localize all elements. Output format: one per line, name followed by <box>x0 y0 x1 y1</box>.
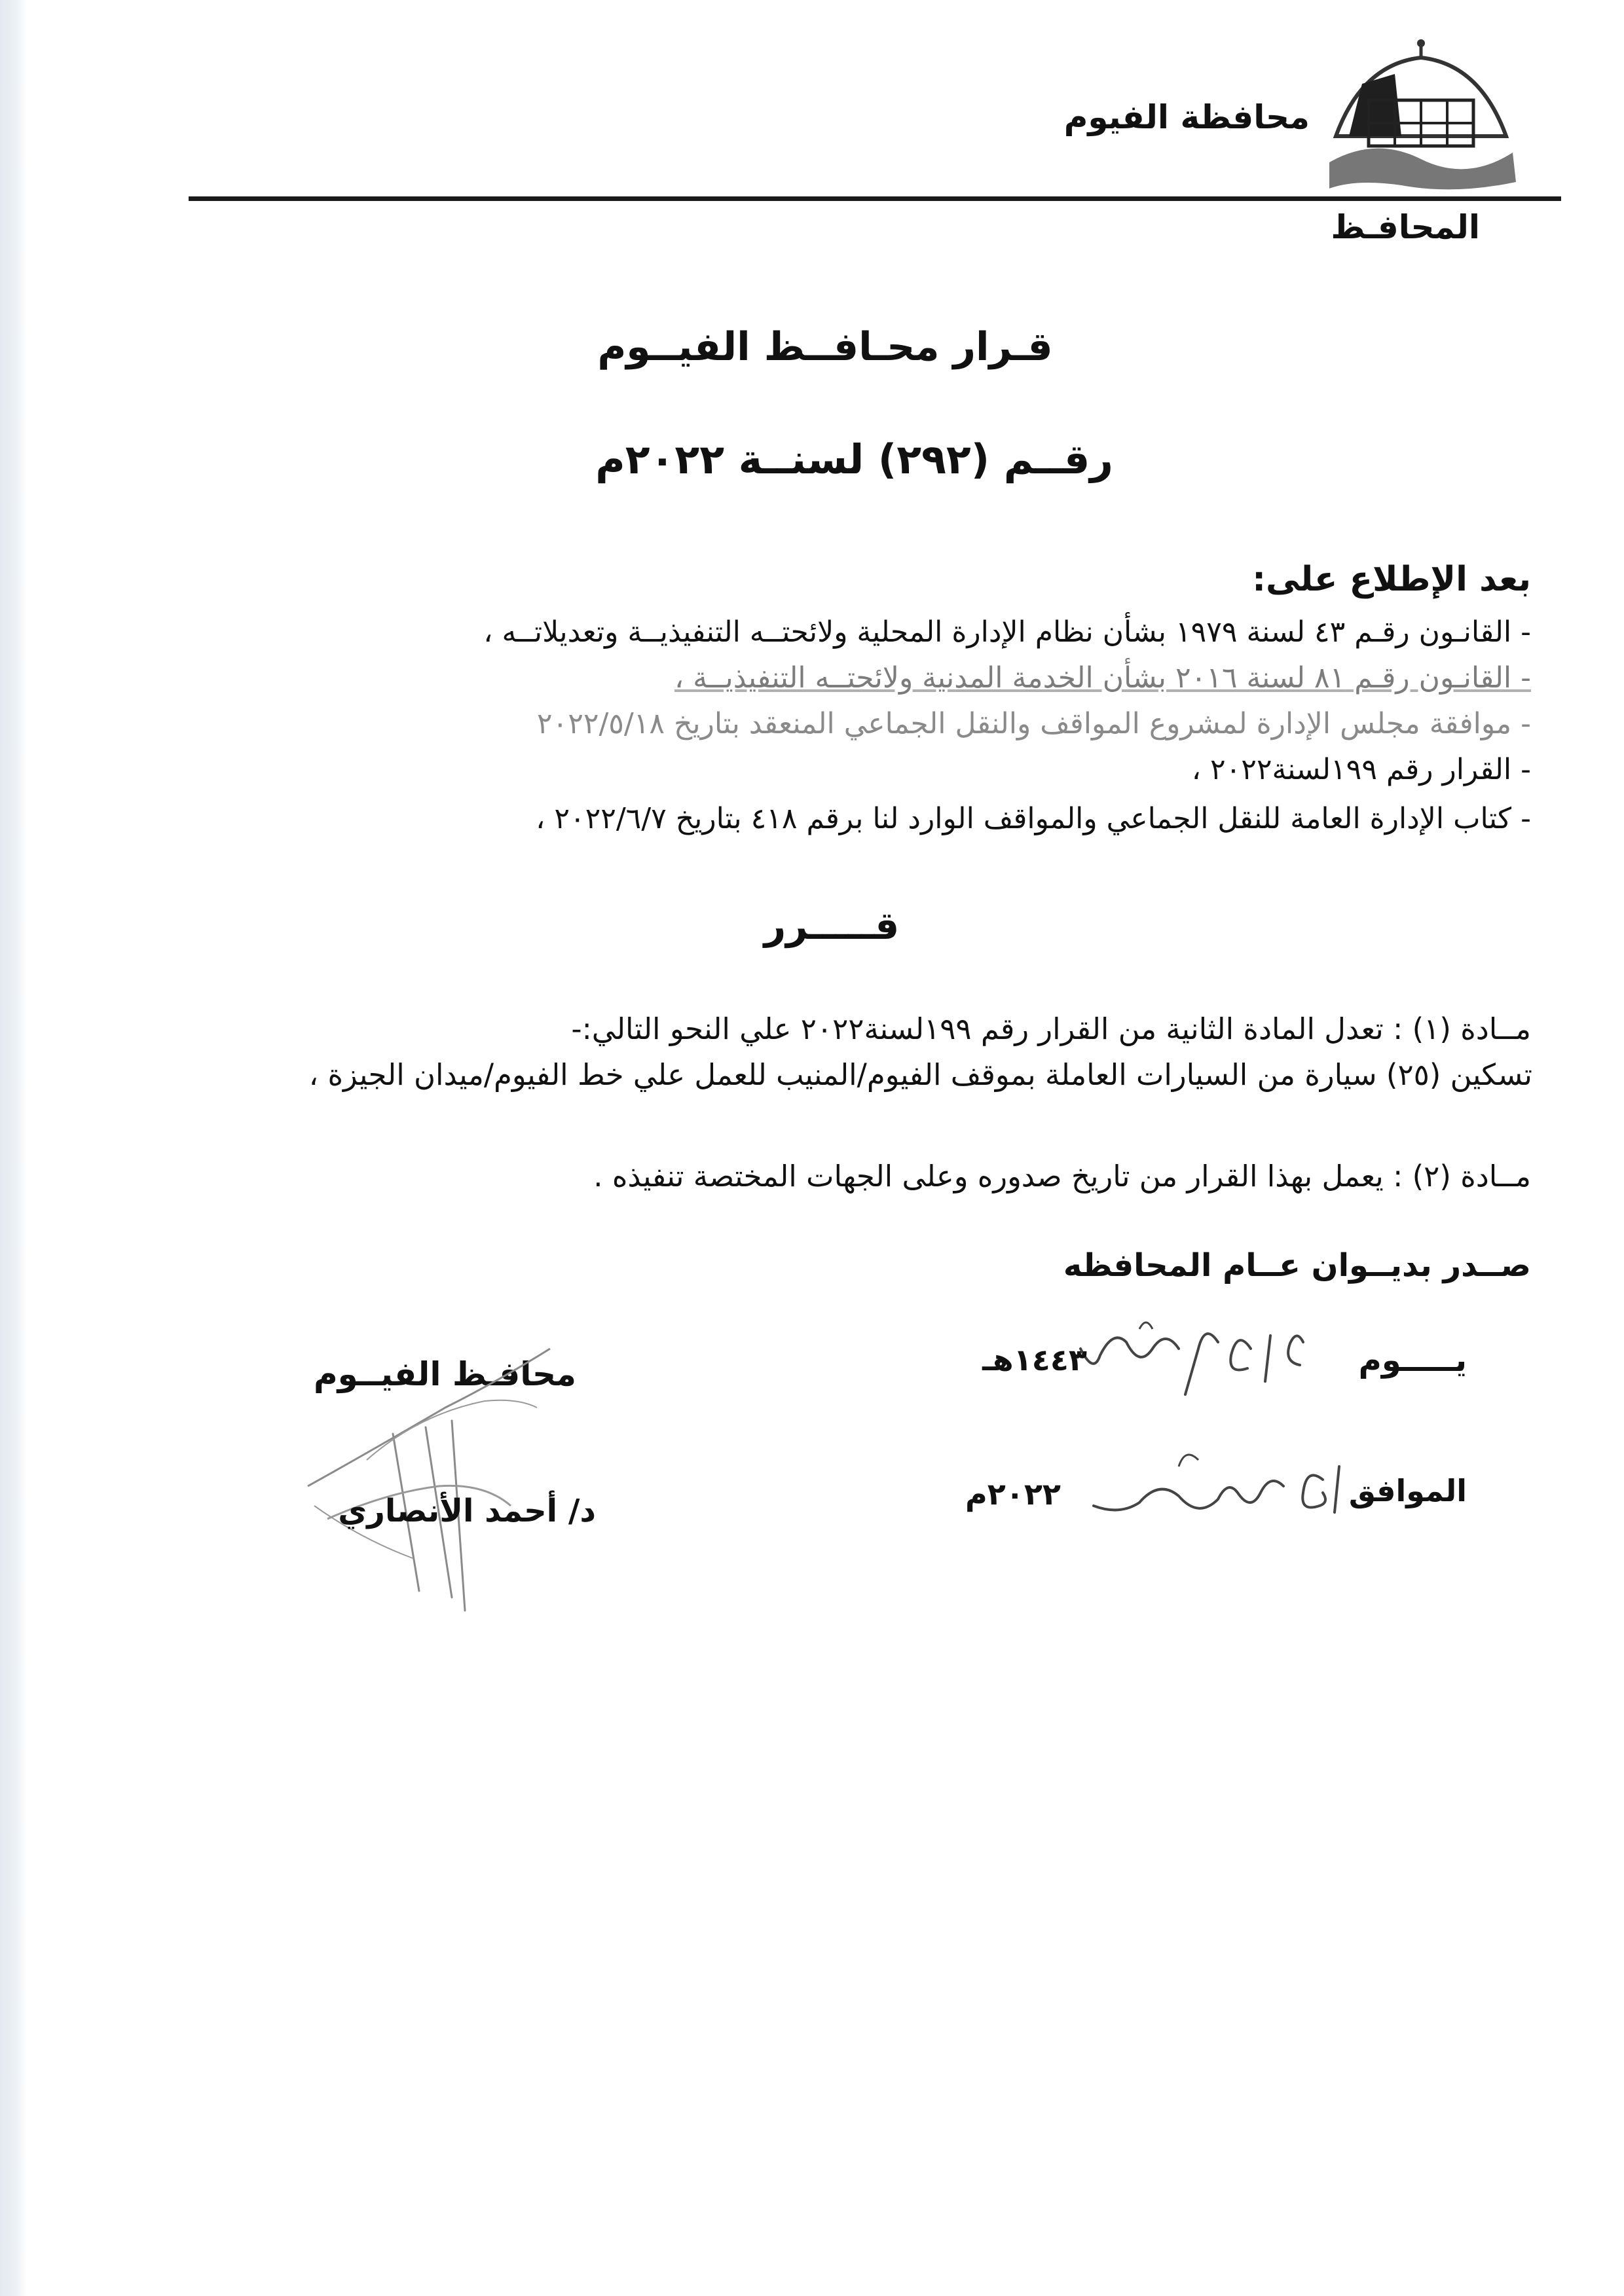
reference-item: - موافقة مجلس الإدارة لمشروع المواقف والنقل الجماعي المنعقد بتاريخ ٢٠٢٢/٥/١٨ <box>536 707 1531 740</box>
corresponding-label: الموافق <box>1348 1473 1467 1508</box>
gregorian-date-handwritten <box>1080 1440 1356 1532</box>
office-title: المحافـظ <box>1331 208 1480 246</box>
signatory-title: محافـظ الفيــوم <box>313 1355 576 1393</box>
reference-item: - القانـون رقـم ٨١ لسنة ٢٠١٦ بشأن الخدمة المدنية ولائحتــه التنفيذيــة ، <box>674 661 1531 695</box>
preamble-heading: بعد الإطلاع على: <box>1252 560 1531 599</box>
scan-edge-shadow <box>0 0 28 2296</box>
governorate-logo <box>1323 38 1519 195</box>
header-rule <box>189 196 1561 201</box>
hijri-year: ١٤٤٣هـ <box>982 1342 1087 1377</box>
reference-item: - القانـون رقـم ٤٣ لسنة ١٩٧٩ بشأن نظام الإدارة المحلية ولائحتــه التنفيذيــة وتعديلاتــه ، <box>483 615 1531 649</box>
decree-title: قـرار محـافــظ الفيــوم <box>597 324 1053 370</box>
issued-at: صــدر بديــوان عــام المحافظه <box>1063 1247 1531 1284</box>
day-label: يـــــوم <box>1358 1342 1467 1379</box>
article-2: مــادة (٢) : يعمل بهذا القرار من تاريخ صدوره وعلى الجهات المختصة تنفيذه . <box>593 1159 1531 1194</box>
article-1-detail: تسكين (٢٥) سيارة من السيارات العاملة بموقف الفيوم/المنيب للعمل علي خط الفيوم/ميدان الجيزة ، <box>308 1057 1532 1092</box>
decree-number-row <box>576 435 1113 501</box>
decree-number: رقــم (٢٩٢) لسنــة ٢٠٢٢م <box>595 435 1113 483</box>
article-1: مــادة (١) : تعدل المادة الثانية من القرار رقم ١٩٩لسنة٢٠٢٢ علي النحو التالي:- <box>571 1011 1531 1046</box>
decision-heading: قـــــرر <box>764 903 900 948</box>
hijri-date-handwritten <box>1074 1303 1323 1401</box>
reference-item: - القرار رقم ١٩٩لسنة٢٠٢٢ ، <box>1191 753 1531 786</box>
signatory-name: د/ أحمد الأنصاري <box>338 1493 596 1529</box>
gregorian-year: ٢٠٢٢م <box>965 1476 1061 1512</box>
reference-item: - كتاب الإدارة العامة للنقل الجماعي والمواقف الوارد لنا برقم ٤١٨ بتاريخ ٢٠٢٢/٦/٧ ، <box>536 802 1531 835</box>
handwritten-signature <box>288 1322 596 1630</box>
governorate-name: محافظة الفيوم <box>1063 98 1310 136</box>
